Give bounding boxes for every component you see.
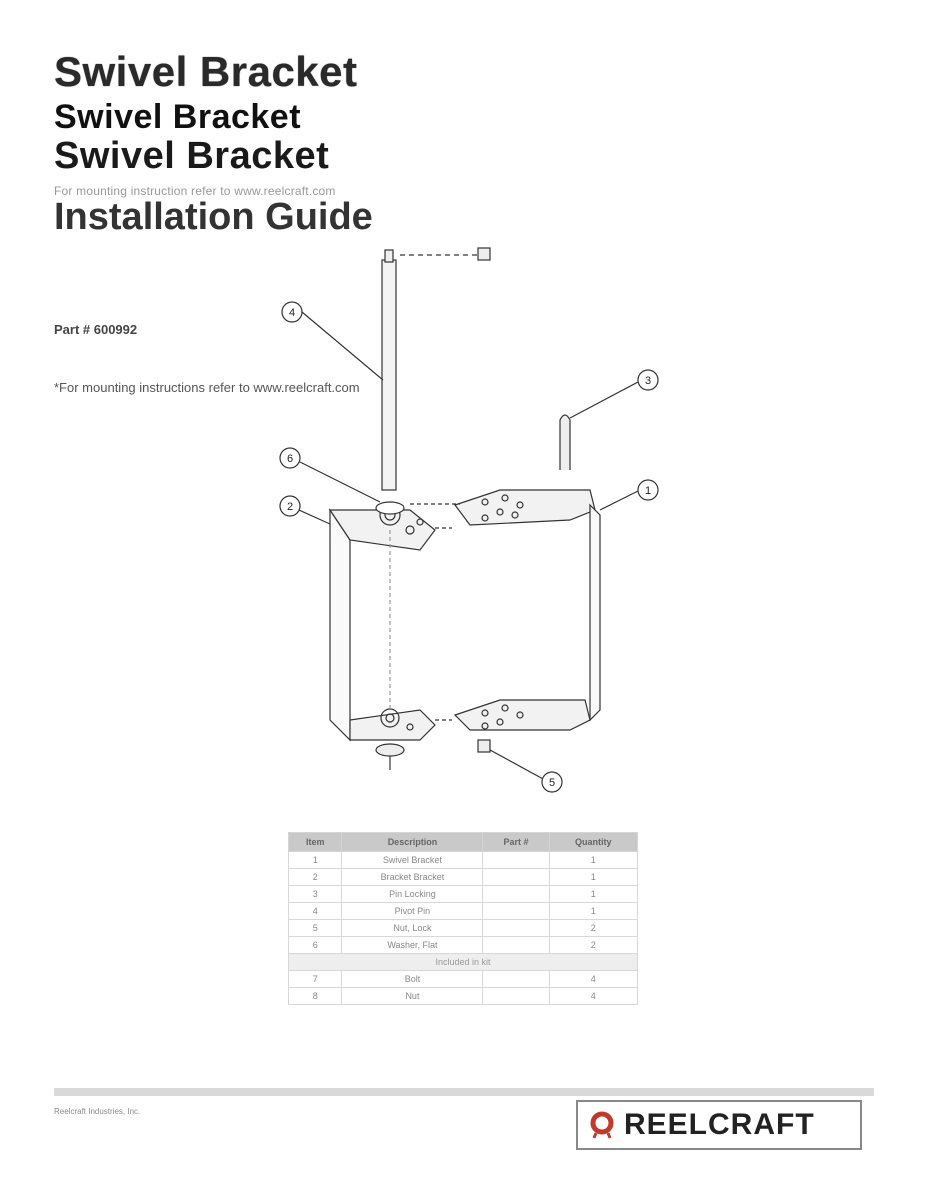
part-number: Part # 600992 — [54, 322, 138, 337]
left-bracket — [330, 510, 350, 740]
bottom-nut — [478, 740, 490, 752]
table-row: 1 Swivel Bracket 1 — [289, 852, 638, 869]
bottom-washer — [376, 744, 404, 756]
callout-6: 6 — [286, 453, 294, 465]
installation-guide-heading: Installation Guide — [54, 196, 373, 238]
callout-1: 1 — [644, 485, 652, 497]
pivot-pin — [382, 260, 396, 490]
right-bracket — [455, 490, 595, 525]
table-row: 7 Bolt 4 — [289, 971, 638, 988]
table-row: 4 Pivot Pin 1 — [289, 903, 638, 920]
title-block — [54, 48, 414, 238]
footer-address — [54, 1104, 524, 1120]
table-row: 5 Nut, Lock 2 — [289, 920, 638, 937]
top-washer — [376, 502, 404, 514]
reelcraft-logo — [576, 1100, 862, 1150]
table-row: 3 Pin Locking 1 — [289, 886, 638, 903]
doc-title-repeat-2: Swivel Bracket — [54, 135, 330, 177]
footer-divider — [54, 1088, 874, 1096]
table-row: 8 Nut 4 — [289, 988, 638, 1005]
table-section-row: Included in kit — [289, 954, 638, 971]
callout-5: 5 — [548, 777, 556, 789]
brand-name: REELCRAFT — [624, 1108, 815, 1141]
footer-line: Reelcraft Industries, Inc. — [54, 1107, 141, 1116]
table-header-row — [289, 833, 638, 852]
table-row: 6 Washer, Flat 2 — [289, 937, 638, 954]
mounting-note: *For mounting instructions refer to www.reelcraft.com — [54, 380, 360, 395]
col-quantity: Quantity — [549, 833, 637, 852]
top-nut — [478, 248, 490, 260]
locking-pin — [560, 415, 570, 470]
callout-3: 3 — [644, 375, 652, 387]
parts-table — [288, 832, 638, 1005]
table-row: 2 Bracket Bracket 1 — [289, 869, 638, 886]
col-description: Description — [342, 833, 483, 852]
reel-icon — [588, 1111, 616, 1139]
col-part-number: Part # — [483, 833, 549, 852]
col-item: Item — [289, 833, 342, 852]
doc-title-repeat: Swivel Bracket — [54, 98, 302, 136]
callout-2: 2 — [286, 501, 294, 513]
exploded-bracket-diagram — [270, 240, 690, 800]
doc-subtitle: For mounting instruction refer to www.reelcraft.com — [54, 184, 336, 198]
doc-title: Swivel Bracket — [54, 48, 358, 95]
callout-4: 4 — [288, 307, 296, 319]
